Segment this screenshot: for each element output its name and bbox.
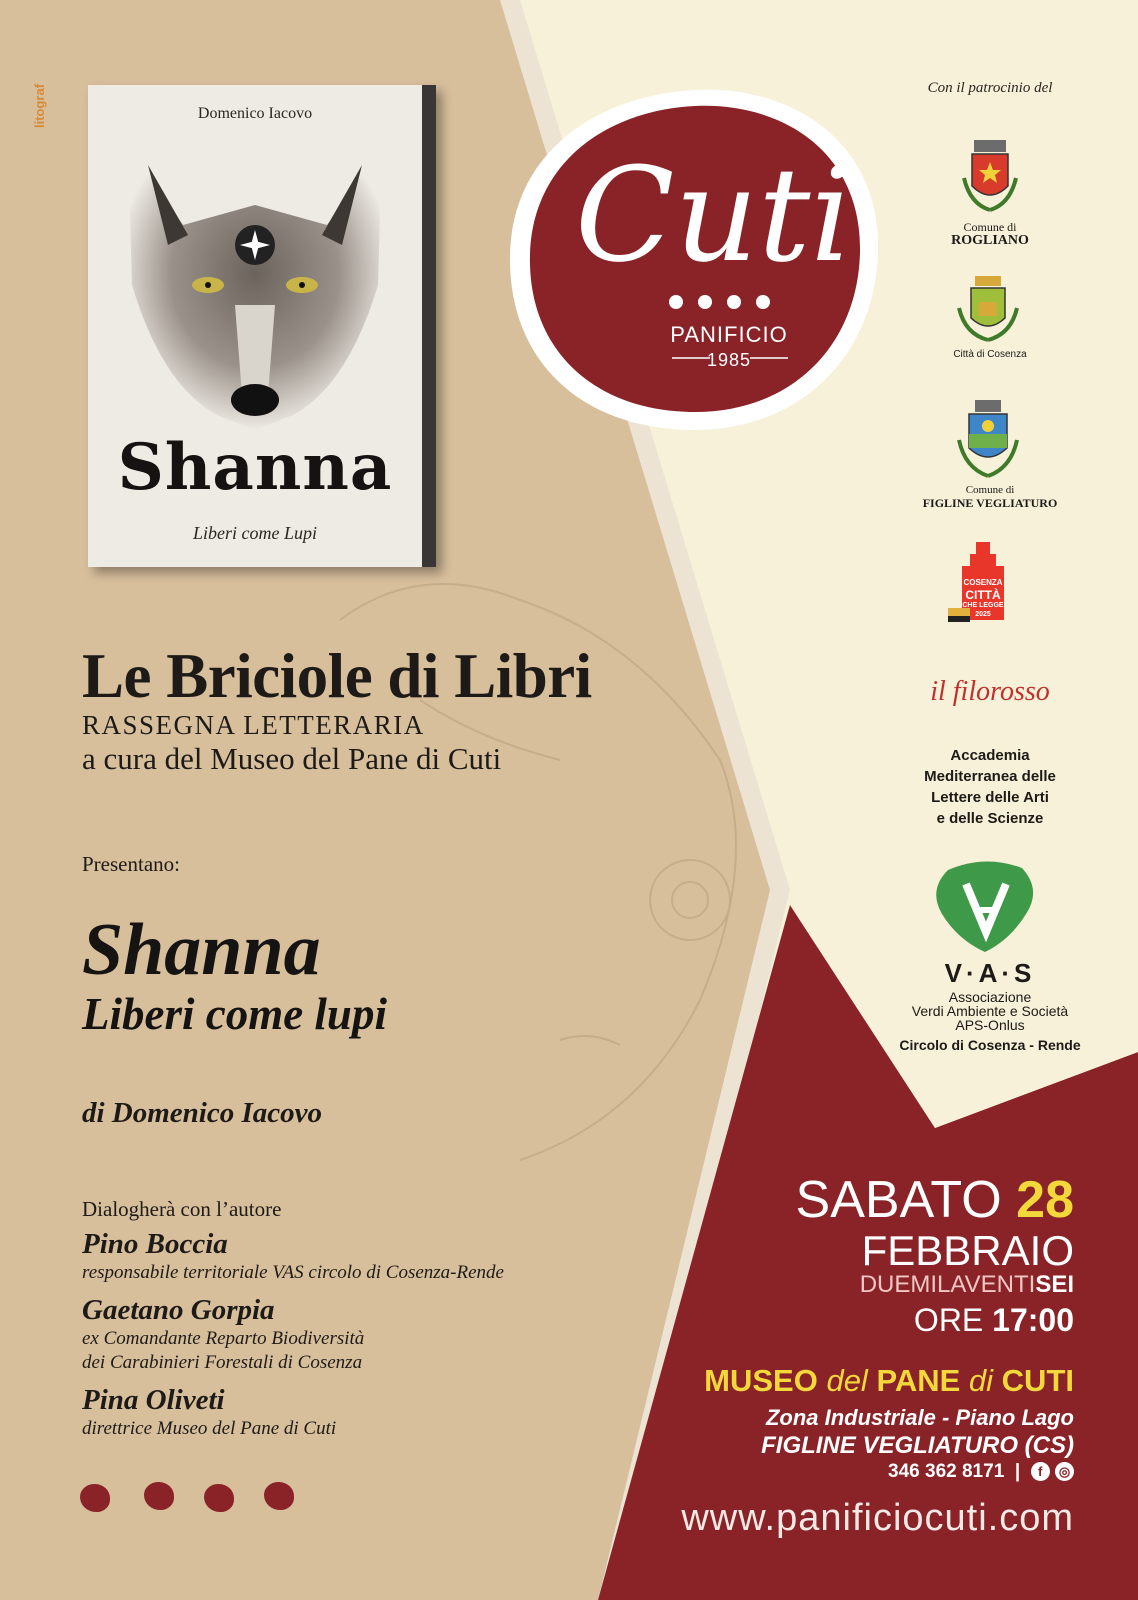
event-phone: 346 362 8171 [888,1461,1005,1482]
event-year-part1: DUEMILAVENTI [859,1271,1036,1298]
citta-legge-l1: COSENZA [963,578,1003,587]
event-series-subtitle: RASSEGNA LETTERARIA [82,710,425,740]
filorosso-logo: il filorosso [930,676,1050,707]
accademia-line: e delle Scienze [936,810,1044,827]
event-curator: a cura del Museo del Pane di Cuti [82,741,502,776]
cuti-logo-panificio: PANIFICIO [670,322,788,347]
speaker-3 [82,1384,336,1441]
vas-logo-icon [930,860,1040,960]
book-title: Shanna [117,430,393,505]
rogliano-label-2: ROGLIANO [951,233,1029,248]
event-time-label: ORE [913,1302,984,1338]
printer-logo: litograf [32,83,47,128]
event-time [914,1302,1074,1339]
figline-label-1: Comune di [965,484,1015,496]
vas-assoc-line: APS-Onlus [955,1017,1025,1033]
accademia-text [880,745,1100,829]
accademia-line: Mediterranea delle [924,768,1056,785]
book-subtitle-large: Liberi come lupi [82,989,387,1039]
venue-word: PANE [876,1363,961,1398]
cuti-logo-year: 1985 [706,350,752,370]
speaker-name: Pina Oliveti [82,1384,225,1416]
speaker-role: ex Comandante Reparto Biodiversità [82,1328,365,1349]
rogliano-label-1: Comune di [963,220,1017,234]
accademia-line: Lettere delle Arti [931,789,1049,806]
vas-assoc-line: Associazione [948,989,1032,1005]
vas-assoc-line: Verdi Ambiente e Società [911,1003,1069,1019]
citta-che-legge-logo [946,540,1026,624]
speaker-name: Pino Boccia [82,1228,228,1260]
figline-crest-icon [955,398,1021,480]
book-title-large: Shanna [82,909,321,991]
speaker-role: responsabile territoriale VAS circolo di Cosenza-Rende [82,1262,504,1283]
event-address-1: Zona Industriale - Piano Lago [765,1405,1074,1430]
cosenza-crest-icon [955,274,1021,344]
event-time-value: 17:00 [992,1302,1074,1338]
accademia-line: Accademia [950,747,1030,764]
venue-word: del [826,1363,868,1398]
speaker-2 [82,1294,364,1375]
patronage-label: Con il patrocinio del [927,80,1053,96]
cuti-logo-word: Cuti [575,139,853,291]
speaker-role: dei Carabinieri Forestali di Cosenza [82,1352,363,1373]
event-address-2: FIGLINE VEGLIATURO (CS) [761,1432,1074,1459]
cosenza-label: Città di Cosenza [953,349,1027,360]
vas-assoc [870,990,1110,1032]
speaker-1 [82,1228,504,1285]
citta-legge-l3: CHE LEGGE [962,602,1004,609]
dot [144,1482,174,1510]
event-year-part2: SEI [1035,1271,1074,1298]
event-month: FEBBRAIO [861,1227,1074,1274]
dot [80,1484,110,1512]
dot [204,1484,234,1512]
vas-circle: Circolo di Cosenza - Rende [899,1037,1081,1053]
speaker-role: direttrice Museo del Pane di Cuti [82,1418,337,1439]
dialogue-intro: Dialogherà con l’autore [82,1197,282,1221]
event-contact [888,1461,1074,1483]
vas-name: V·A·S [944,958,1036,988]
contact-separator: | [1014,1461,1021,1482]
book-cover [88,85,436,567]
citta-legge-l2: CITTÀ [965,588,1001,602]
citta-legge-l4: 2025 [975,611,991,618]
instagram-icon[interactable]: ◎ [1055,1462,1074,1481]
event-venue [704,1363,1074,1399]
decorative-dots [80,1480,310,1516]
book-author-line: di Domenico Iacovo [82,1097,323,1129]
event-day-number: 28 [1016,1171,1074,1229]
rogliano-crest-icon [960,138,1020,214]
speaker-name: Gaetano Gorpia [82,1294,275,1326]
venue-word: di [968,1363,994,1398]
presentation-intro: Presentano: [82,852,180,876]
facebook-icon[interactable]: f [1031,1462,1050,1481]
book-subtitle: Liberi come Lupi [193,523,317,543]
event-weekday: SABATO [795,1171,1002,1229]
venue-word: CUTI [1001,1363,1074,1398]
book-author: Domenico Iacovo [197,105,313,122]
event-day [796,1170,1074,1230]
figline-label-2: FIGLINE VEGLIATURO [922,496,1058,510]
event-year [860,1271,1074,1299]
event-series-title: Le Briciole di Libri [82,641,592,711]
dot [264,1482,294,1510]
event-website[interactable]: www.panificiocuti.com [681,1497,1074,1539]
venue-word: MUSEO [704,1363,818,1398]
